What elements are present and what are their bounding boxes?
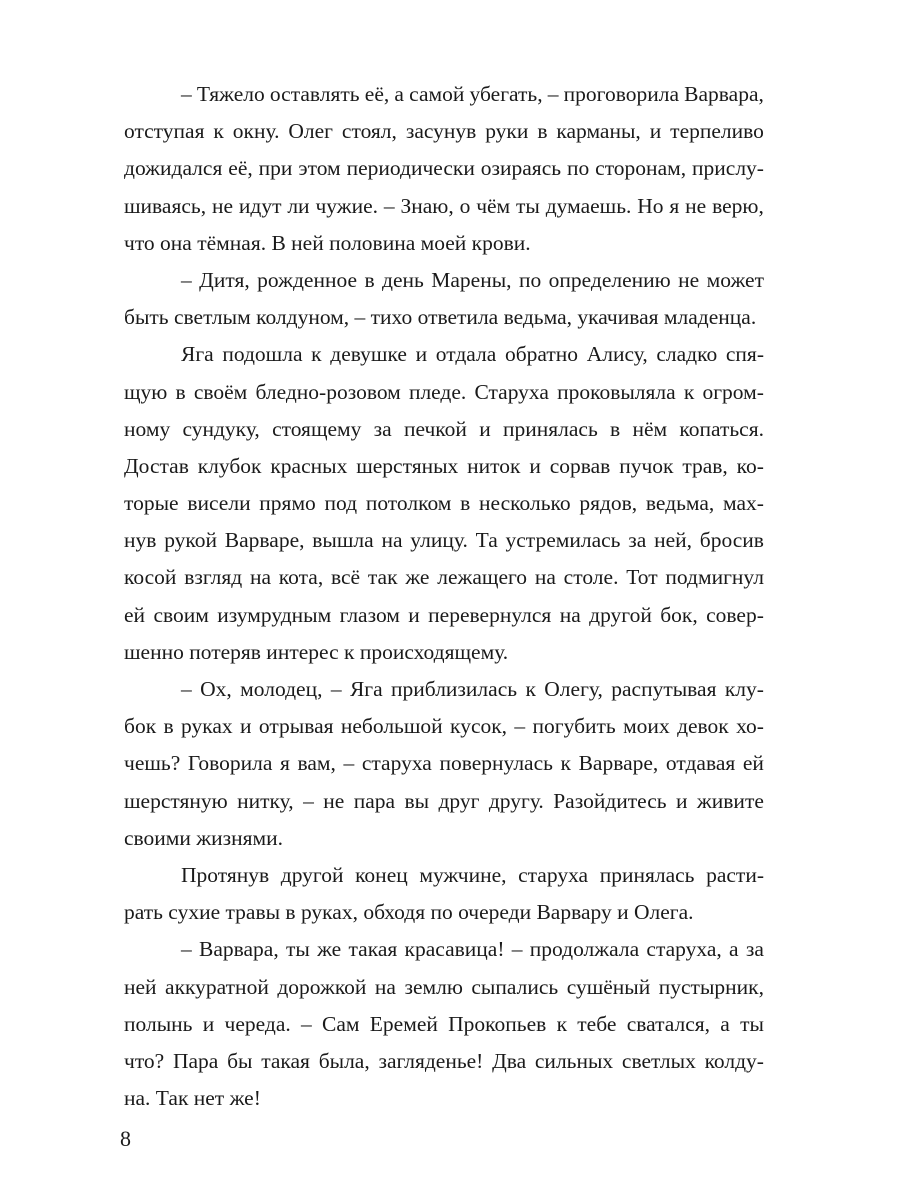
text-line: на. Так нет же! [124,1086,261,1111]
text-line: быть светлым колдуном, – тихо ответила ведьма, укачивая младенца. [124,305,757,330]
text-line: ному сундуку, стоящему за печкой и принялась в нём копаться. [124,416,764,441]
paragraph [124,671,764,857]
text-line: Протянув другой конец мужчине, старуха принялась расти- [181,862,764,887]
text-line: что? Пара бы такая была, загляденье! Два сильных светлых колду- [124,1048,764,1073]
text-line: ей своим изумрудным глазом и перевернулся на другой бок, совер- [124,602,764,627]
paragraph [124,76,764,262]
text-line: рать сухие травы в руках, обходя по очереди Варвару и Олега. [124,900,694,925]
paragraph [124,857,764,931]
text-line: Достав клубок красных шерстяных ниток и сорвав пучок трав, ко- [124,453,764,478]
text-line: бок в руках и отрывая небольшой кусок, – погубить моих девок хо- [124,714,764,739]
text-line: шиваясь, не идут ли чужие. – Знаю, о чём ты думаешь. Но я не верю, [124,193,764,218]
text-line: торые висели прямо под потолком в несколько рядов, ведьма, мах- [124,491,764,516]
text-line: косой взгляд на кота, всё так же лежащего на столе. Тот подмигнул [124,565,764,590]
text-line: шерстяную нитку, – не пара вы друг другу. Разойдитесь и живите [124,788,764,813]
text-line: шенно потеряв интерес к происходящему. [124,639,509,664]
text-line: – Тяжело оставлять её, а самой убегать, – проговорила Варвара, [181,82,764,106]
text-line: – Варвара, ты же такая красавица! – продолжала старуха, а за [181,937,764,962]
text-line: чешь? Говорила я вам, – старуха повернулась к Варваре, отдавая ей [124,751,764,776]
text-line: что она тёмная. В ней половина моей крови. [124,230,531,255]
text-line: – Дитя, рожденное в день Марены, по определению не может [181,267,764,292]
paragraph [124,262,764,336]
body-text [124,76,764,1117]
text-line: отступая к окну. Олег стоял, засунув руки в карманы, и терпеливо [124,119,764,144]
text-line: ней аккуратной дорожкой на землю сыпались сушёный пустырник, [124,974,764,999]
text-line: щую в своём бледно-розовом пледе. Старуха проковыляла к огром- [124,379,764,404]
text-line: – Ох, молодец, – Яга приблизилась к Олегу, распутывая клу- [181,677,764,701]
text-line: Яга подошла к девушке и отдала обратно Алису, сладко спя- [181,342,764,367]
paragraph [124,931,764,1117]
paragraph [124,336,764,671]
text-line: полынь и череда. – Сам Еремей Прокопьев к тебе сватался, а ты [124,1011,764,1036]
text-line: своими жизнями. [124,825,284,850]
text-line: дожидался её, при этом периодически озираясь по сторонам, прислу- [124,156,764,181]
text-line: нув рукой Варваре, вышла на улицу. Та устремилась за ней, бросив [124,528,764,553]
page-number: 8 [120,1126,131,1151]
